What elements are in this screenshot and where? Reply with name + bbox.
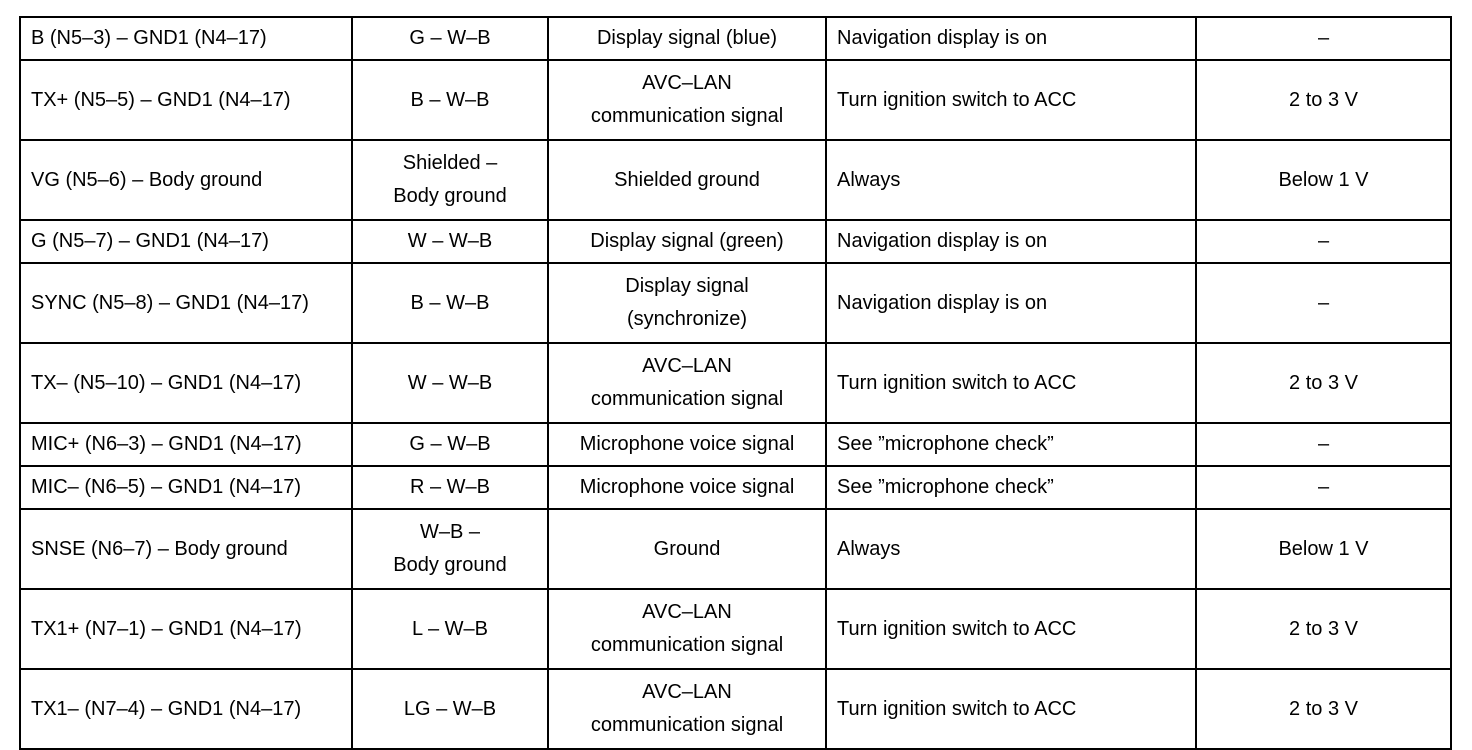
specification-cell: – <box>1196 263 1451 343</box>
condition-cell: Always <box>826 509 1196 589</box>
wiring-color-cell-line: B – W–B <box>410 291 490 314</box>
description-cell <box>548 140 826 220</box>
description-cell-line: (synchronize) <box>626 308 748 330</box>
wiring-color-cell-line: G – W–B <box>409 433 491 455</box>
description-cell-line: Microphone voice signal <box>579 476 795 498</box>
table-row <box>20 343 1451 423</box>
description-cell-line: AVC–LAN <box>642 681 732 703</box>
wiring-color-cell <box>352 60 548 140</box>
condition-cell: Always <box>826 140 1196 220</box>
terminal-cell: TX1+ (N7–1) – GND1 (N4–17) <box>20 589 352 669</box>
terminal-cell: G (N5–7) – GND1 (N4–17) <box>20 220 352 263</box>
table-row <box>20 17 1451 60</box>
wiring-color-cell-line: LG – W–B <box>403 697 497 720</box>
condition-cell: Turn ignition switch to ACC <box>826 60 1196 140</box>
terminal-cell: VG (N5–6) – Body ground <box>20 140 352 220</box>
table-row <box>20 60 1451 140</box>
condition-cell: Turn ignition switch to ACC <box>826 343 1196 423</box>
description-cell <box>548 60 826 140</box>
wiring-color-cell-line: L – W–B <box>412 617 488 640</box>
condition-cell: Navigation display is on <box>826 263 1196 343</box>
wiring-color-cell <box>352 220 548 263</box>
terminal-cell: MIC+ (N6–3) – GND1 (N4–17) <box>20 423 352 466</box>
specification-cell: – <box>1196 466 1451 509</box>
terminal-table-container <box>19 16 1450 750</box>
wiring-color-cell-line: Body ground <box>393 185 507 207</box>
description-cell-line: communication signal <box>590 388 784 410</box>
condition-cell: Navigation display is on <box>826 17 1196 60</box>
description-cell <box>548 589 826 669</box>
table-row <box>20 589 1451 669</box>
description-cell-line: Shielded ground <box>614 168 760 191</box>
wiring-color-cell-line: B – W–B <box>410 88 490 111</box>
terminal-cell: SNSE (N6–7) – Body ground <box>20 509 352 589</box>
description-cell-line: AVC–LAN <box>642 72 732 94</box>
description-cell <box>548 466 826 509</box>
description-cell <box>548 423 826 466</box>
condition-cell: See ”microphone check” <box>826 466 1196 509</box>
wiring-color-cell <box>352 343 548 423</box>
description-cell-line: AVC–LAN <box>642 355 732 377</box>
terminal-cell: SYNC (N5–8) – GND1 (N4–17) <box>20 263 352 343</box>
condition-cell: Turn ignition switch to ACC <box>826 589 1196 669</box>
specification-cell: Below 1 V <box>1196 509 1451 589</box>
description-cell-line: Ground <box>653 537 721 560</box>
wiring-color-cell-line: Body ground <box>393 554 507 576</box>
description-cell-line: Display signal (green) <box>590 230 784 252</box>
description-cell-line: Display signal (blue) <box>596 27 778 49</box>
specification-cell: Below 1 V <box>1196 140 1451 220</box>
table-row <box>20 509 1451 589</box>
wiring-color-cell <box>352 17 548 60</box>
terminal-cell: MIC– (N6–5) – GND1 (N4–17) <box>20 466 352 509</box>
description-cell <box>548 220 826 263</box>
description-cell <box>548 17 826 60</box>
table-row <box>20 669 1451 749</box>
wiring-color-cell <box>352 589 548 669</box>
specification-cell: 2 to 3 V <box>1196 589 1451 669</box>
wiring-color-cell <box>352 509 548 589</box>
terminal-inspection-table <box>19 16 1452 750</box>
specification-cell: – <box>1196 17 1451 60</box>
terminal-cell: TX– (N5–10) – GND1 (N4–17) <box>20 343 352 423</box>
table-row <box>20 263 1451 343</box>
table-body <box>20 17 1451 749</box>
wiring-color-cell-line: W – W–B <box>407 230 493 252</box>
condition-cell: Navigation display is on <box>826 220 1196 263</box>
terminal-cell: TX+ (N5–5) – GND1 (N4–17) <box>20 60 352 140</box>
wiring-color-cell <box>352 263 548 343</box>
description-cell <box>548 343 826 423</box>
description-cell <box>548 509 826 589</box>
description-cell <box>548 263 826 343</box>
specification-cell: – <box>1196 220 1451 263</box>
specification-cell: 2 to 3 V <box>1196 669 1451 749</box>
description-cell-line: communication signal <box>590 714 784 736</box>
wiring-color-cell-line: W – W–B <box>407 371 493 394</box>
description-cell-line: Microphone voice signal <box>579 433 795 455</box>
terminal-cell: B (N5–3) – GND1 (N4–17) <box>20 17 352 60</box>
wiring-color-cell-line: G – W–B <box>409 27 491 49</box>
description-cell-line: Display signal <box>625 275 749 297</box>
table-row <box>20 220 1451 263</box>
description-cell <box>548 669 826 749</box>
condition-cell: Turn ignition switch to ACC <box>826 669 1196 749</box>
wiring-color-cell-line: W–B – <box>419 521 481 543</box>
terminal-cell: TX1– (N7–4) – GND1 (N4–17) <box>20 669 352 749</box>
wiring-color-cell-line: R – W–B <box>409 476 491 498</box>
wiring-color-cell <box>352 669 548 749</box>
table-row <box>20 423 1451 466</box>
condition-cell: See ”microphone check” <box>826 423 1196 466</box>
wiring-color-cell-line: Shielded – <box>402 152 498 174</box>
wiring-color-cell <box>352 466 548 509</box>
table-row <box>20 466 1451 509</box>
specification-cell: 2 to 3 V <box>1196 60 1451 140</box>
specification-cell: – <box>1196 423 1451 466</box>
table-row <box>20 140 1451 220</box>
wiring-color-cell <box>352 140 548 220</box>
description-cell-line: communication signal <box>590 634 784 656</box>
description-cell-line: AVC–LAN <box>642 601 732 623</box>
wiring-color-cell <box>352 423 548 466</box>
specification-cell: 2 to 3 V <box>1196 343 1451 423</box>
description-cell-line: communication signal <box>590 105 784 127</box>
